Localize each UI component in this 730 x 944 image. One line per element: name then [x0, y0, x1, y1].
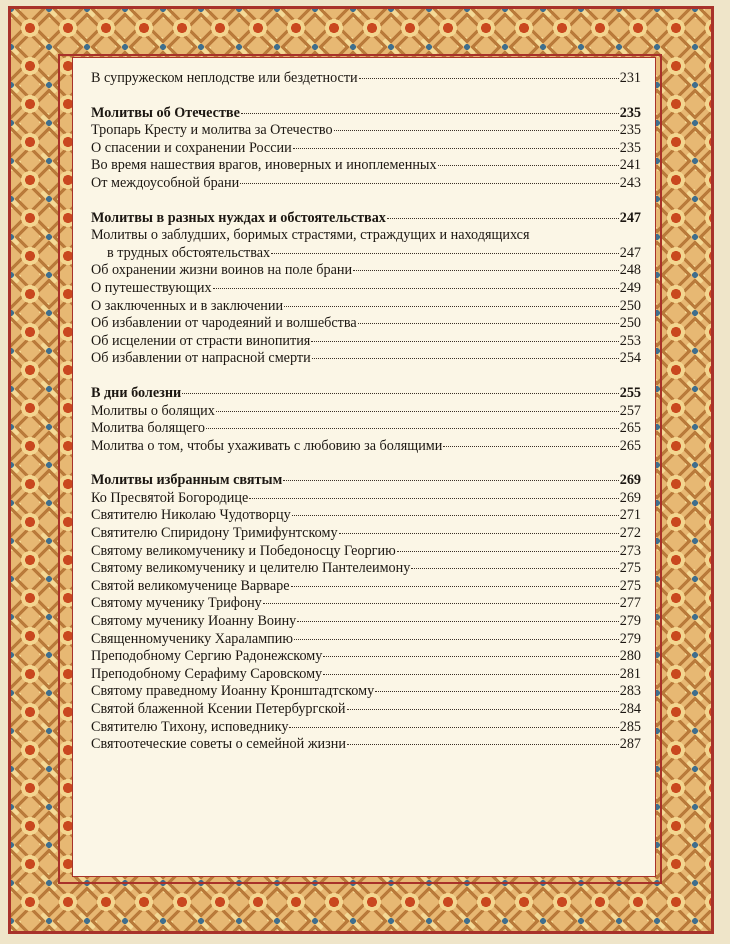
toc-entry[interactable]	[91, 578, 641, 596]
page-number: 265	[619, 420, 641, 437]
page-number: 281	[619, 665, 641, 682]
dot-leader	[291, 586, 619, 587]
page-number: 235	[619, 104, 641, 121]
section-heading[interactable]	[91, 472, 641, 490]
page-number: 247	[619, 244, 641, 261]
entry-title-continuation: в трудных обстоятельствах	[107, 244, 271, 261]
dot-leader	[284, 306, 619, 307]
dot-leader	[387, 218, 619, 219]
toc-entry[interactable]	[91, 719, 641, 737]
entry-title: От междоусобной брани	[91, 174, 240, 191]
toc-entry[interactable]	[91, 438, 641, 456]
page-number: 249	[619, 279, 641, 296]
toc-entry[interactable]	[91, 280, 641, 298]
dot-leader	[297, 621, 618, 622]
toc-entry[interactable]	[91, 298, 641, 316]
entry-title: Об охранении жизни воинов на поле брани	[91, 262, 353, 279]
page-number: 235	[619, 122, 641, 139]
dot-leader	[240, 183, 619, 184]
dot-leader	[213, 288, 619, 289]
toc-entry[interactable]	[91, 631, 641, 649]
page-number: 275	[619, 577, 641, 594]
dot-leader	[353, 270, 619, 271]
dot-leader	[263, 603, 619, 604]
page-number: 287	[619, 736, 641, 753]
page-number: 250	[619, 297, 641, 314]
toc-entry[interactable]	[91, 507, 641, 525]
dot-leader	[411, 568, 618, 569]
dot-leader	[292, 515, 619, 516]
dot-leader	[312, 358, 619, 359]
page-number: 248	[619, 262, 641, 279]
table-of-contents	[91, 70, 641, 754]
toc-entry[interactable]	[91, 683, 641, 701]
toc-entry[interactable]	[91, 140, 641, 158]
page-number: 272	[619, 525, 641, 542]
section-gap	[91, 193, 641, 210]
dot-leader	[334, 130, 619, 131]
entry-title: Святому великомученику и целителю Пантелеимону	[91, 560, 411, 577]
page-number: 280	[619, 648, 641, 665]
page-number: 279	[619, 630, 641, 647]
page-number: 273	[619, 542, 641, 559]
toc-entry[interactable]	[91, 333, 641, 351]
entry-title: В дни болезни	[91, 384, 182, 401]
toc-entry[interactable]	[91, 613, 641, 631]
dot-leader	[182, 393, 619, 394]
toc-entry[interactable]	[91, 315, 641, 333]
page-number: 235	[619, 139, 641, 156]
entry-title: Об избавлении от чародеяний и волшебства	[91, 315, 357, 332]
dot-leader	[443, 446, 618, 447]
entry-title: Святой блаженной Ксении Петербургской	[91, 701, 346, 717]
page-number: 255	[619, 384, 641, 401]
dot-leader	[249, 498, 618, 499]
dot-leader	[311, 341, 618, 342]
entry-title: Святителю Спиридону Тримифунтскому	[91, 525, 338, 542]
toc-entry[interactable]	[91, 560, 641, 578]
entry-title: Молитва о том, чтобы ухаживать с любовию за болящими	[91, 437, 443, 454]
dot-leader	[358, 323, 619, 324]
dot-leader	[293, 148, 619, 149]
section-gap	[91, 368, 641, 385]
dot-leader	[241, 113, 619, 114]
entry-title: Молитвы о болящих	[91, 402, 215, 419]
entry-continuation	[91, 245, 641, 263]
toc-entry[interactable]	[91, 666, 641, 684]
dot-leader	[375, 691, 619, 692]
entry-title: Священномученику Харалампию	[91, 630, 293, 647]
entry-title: Святой великомученице Варваре	[91, 577, 290, 594]
toc-entry[interactable]	[91, 595, 641, 613]
toc-entry[interactable]	[91, 350, 641, 368]
dot-leader	[438, 165, 619, 166]
toc-entry[interactable]	[91, 403, 641, 421]
section-heading[interactable]	[91, 210, 641, 228]
toc-entry[interactable]	[91, 543, 641, 561]
entry-title: Преподобному Серафиму Саровскому	[91, 665, 323, 682]
toc-entry[interactable]	[91, 157, 641, 175]
page-number: 277	[619, 595, 641, 612]
entry-title: Святому мученику Трифону	[91, 595, 262, 612]
page-number: 243	[619, 174, 641, 191]
entry-title: Святому мученику Иоанну Воину	[91, 613, 297, 630]
entry-title: Молитвы в разных нуждах и обстоятельствах	[91, 209, 386, 226]
toc-entry[interactable]	[91, 525, 641, 543]
entry-title: Молитвы о заблудших, боримых страстями, страждущих и находящихся	[91, 227, 530, 244]
section-gap	[91, 88, 641, 105]
entry-title: Молитвы избранным святым	[91, 472, 283, 489]
page-number: 269	[619, 489, 641, 506]
page-number: 247	[619, 209, 641, 226]
entry-title: Об исцелении от страсти винопития	[91, 332, 311, 349]
section-heading[interactable]	[91, 385, 641, 403]
entry-title: О заключенных и в заключении	[91, 297, 284, 314]
entry-title: В супружеском неплодстве или бездетности	[91, 70, 358, 86]
page-number: 285	[619, 718, 641, 735]
page-number: 257	[619, 402, 641, 419]
entry-title: Ко Пресвятой Богородице	[91, 489, 249, 506]
dot-leader	[289, 727, 618, 728]
entry-title: Во время нашествия врагов, иноверных и иноплеменных	[91, 157, 437, 174]
page-number: 284	[619, 701, 641, 717]
toc-entry[interactable]	[91, 490, 641, 508]
entry-title: О спасении и сохранении России	[91, 139, 292, 156]
entry-title: Святоотеческие советы о семейной жизни	[91, 736, 346, 753]
page-number: 253	[619, 332, 641, 349]
entry-title: Святому праведному Иоанну Кронштадтскому	[91, 683, 375, 700]
page-number: 231	[619, 70, 641, 86]
entry-title: Об избавлении от напрасной смерти	[91, 350, 311, 367]
entry-title: Тропарь Кресту и молитва за Отечество	[91, 122, 333, 139]
toc-entry[interactable]	[91, 70, 641, 88]
page-number: 275	[619, 560, 641, 577]
toc-entry[interactable]	[91, 262, 641, 280]
section-heading[interactable]	[91, 105, 641, 123]
dot-leader	[323, 656, 618, 657]
content-panel	[72, 57, 656, 877]
dot-leader	[347, 709, 619, 710]
toc-entry[interactable]	[91, 227, 641, 262]
page-number: 279	[619, 613, 641, 630]
dot-leader	[283, 480, 618, 481]
page-number: 269	[619, 472, 641, 489]
entry-title: Святителю Тихону, исповеднику	[91, 718, 289, 735]
page-number: 241	[619, 157, 641, 174]
dot-leader	[359, 78, 619, 79]
page-number: 254	[619, 350, 641, 367]
entry-title: Святому великомученику и Победоносцу Георгию	[91, 542, 396, 559]
dot-leader	[271, 253, 619, 254]
page-number: 265	[619, 437, 641, 454]
toc-entry[interactable]	[91, 122, 641, 140]
dot-leader	[339, 533, 619, 534]
dot-leader	[347, 744, 619, 745]
section-gap	[91, 455, 641, 472]
page-number: 271	[619, 507, 641, 524]
toc-entry[interactable]	[91, 420, 641, 438]
toc-entry[interactable]	[91, 701, 641, 719]
dot-leader	[323, 674, 619, 675]
entry-title: Преподобному Сергию Радонежскому	[91, 648, 323, 665]
entry-title: Молитвы об Отечестве	[91, 104, 240, 121]
toc-entry[interactable]	[91, 736, 641, 754]
dot-leader	[397, 551, 619, 552]
toc-entry[interactable]	[91, 175, 641, 193]
dot-leader	[206, 428, 619, 429]
page-number: 250	[619, 315, 641, 332]
toc-entry[interactable]	[91, 648, 641, 666]
entry-title: О путешествующих	[91, 279, 212, 296]
entry-title: Святителю Николаю Чудотворцу	[91, 507, 291, 524]
page-number: 283	[619, 683, 641, 700]
dot-leader	[216, 411, 619, 412]
dot-leader	[294, 639, 619, 640]
entry-title: Молитва болящего	[91, 420, 205, 437]
